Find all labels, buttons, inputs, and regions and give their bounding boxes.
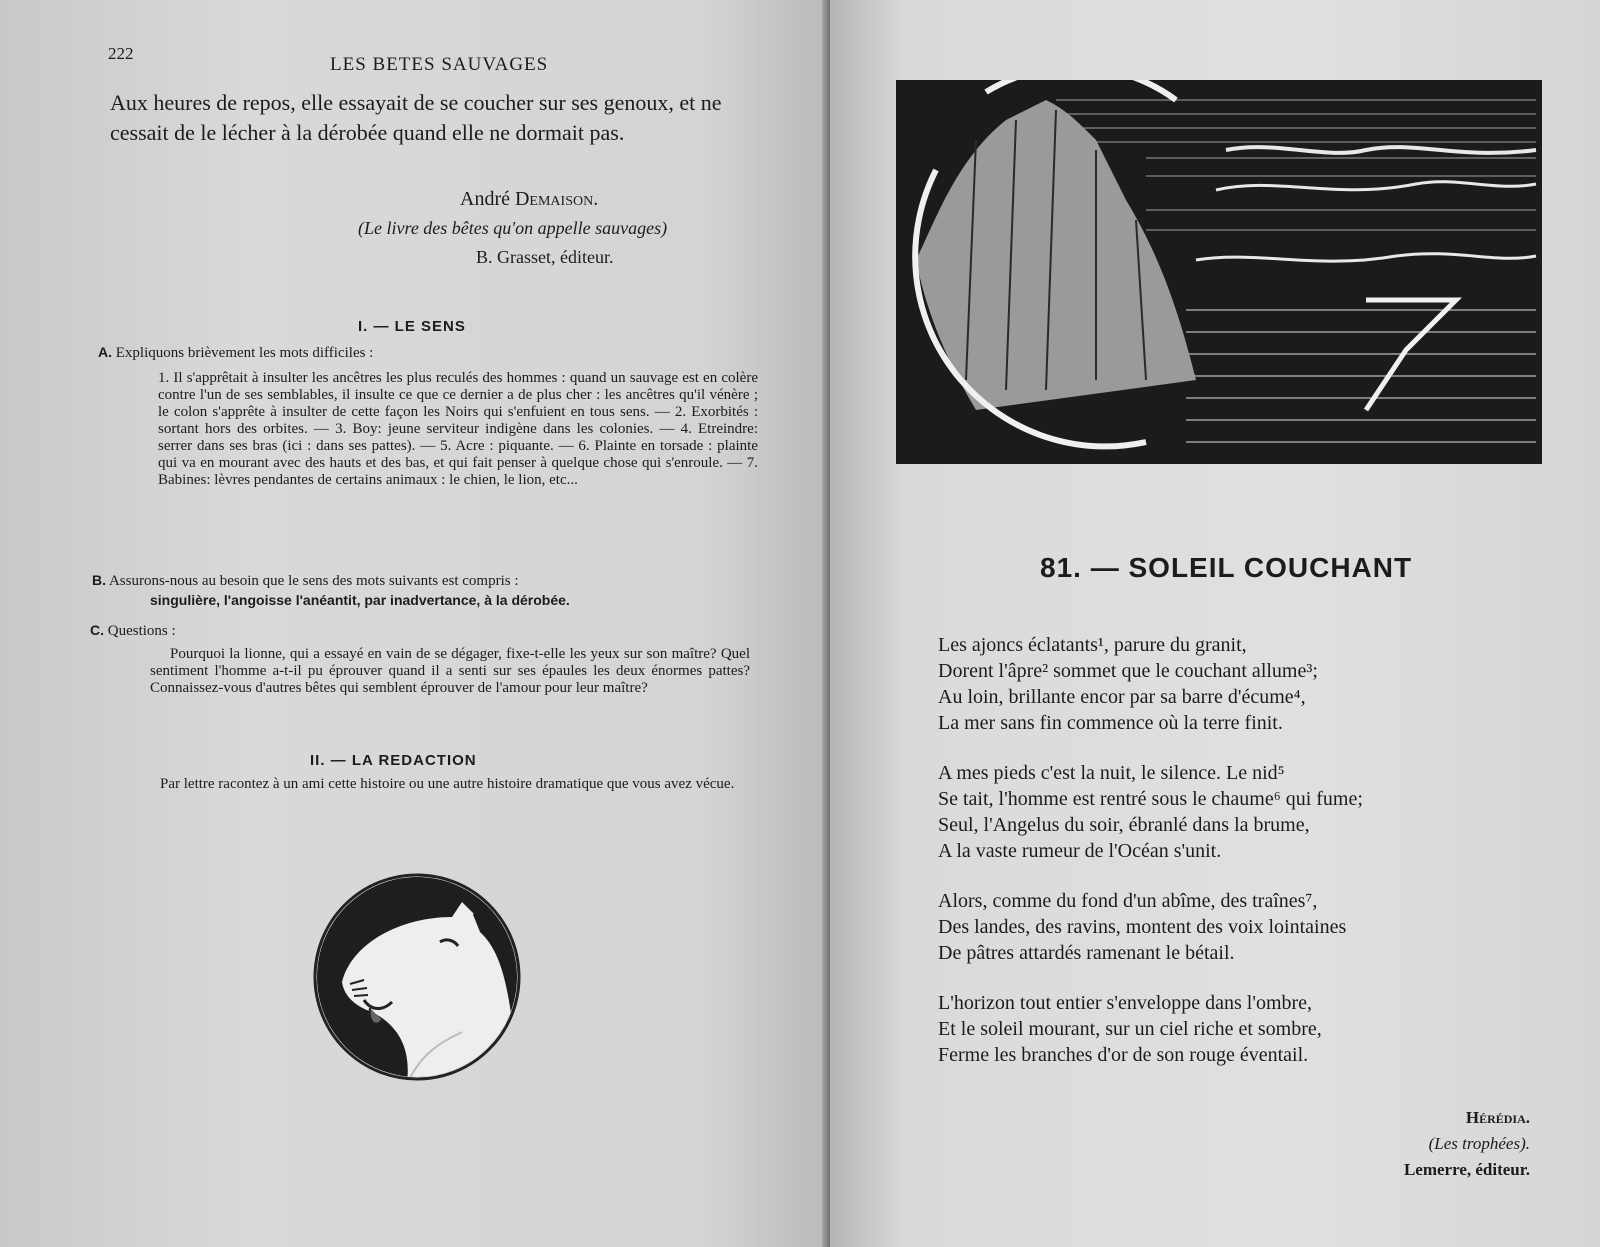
page-number: 222 (108, 44, 134, 63)
section-heading-redaction: II. — LA REDACTION (310, 752, 477, 769)
part-a-body: 1. Il s'apprêtait à insulter les ancêtres les plus reculés des hommes : quand un sauvage est en colère contre l'un de ses semblables, il insulte ce que ce dernier a de plus cher : les ancêtres qu'il vénère ; le colon s'apprête à insulter de cette façon les Noirs qui s'enfuient en tous sens. — 2. Exorbités : sortant hors des orbites. — 3. Boy: jeune serviteur indigène dans les colonies. — 4. Etreindre: serrer dans ses bras (ici : dans ses pattes). — 5. Acre : piquante. — 6. Plainte en torsade : plainte qui va en mourant avec des hauts et des bas, et qui fait penser à quelque chose qui s'enroule. — 7. Babines: lèvres pendantes de certains animaux : le chien, le lion, etc... (158, 370, 758, 488)
poem-line: De pâtres attardés ramenant le bétail. (938, 942, 1235, 964)
attribution-author (460, 188, 598, 211)
attribution-source: (Le livre des bêtes qu'on appelle sauvages) (358, 218, 668, 238)
poem-line: Ferme les branches d'or de son rouge éventail. (938, 1044, 1309, 1066)
part-b-intro (92, 572, 752, 590)
poem-line: Se tait, l'homme est rentré sous le chaume⁶ qui fume; (938, 788, 1363, 810)
author-last-name: Demaison. (514, 188, 599, 210)
poem-stanza (938, 760, 1363, 864)
poem-line: Au loin, brillante encor par sa barre d'écume⁴, (938, 686, 1306, 708)
running-head: LES BETES SAUVAGES (330, 54, 549, 75)
redaction-body: Par lettre racontez à un ami cette histoire ou une autre histoire dramatique que vous avez vécue. (160, 776, 735, 792)
part-c-intro (90, 622, 176, 640)
part-c-questions: Pourquoi la lionne, qui a essayé en vain de se dégager, fixe-t-elle les yeux sur son maître? Quel sentiment l'homme a-t-il pu éprouver quand il a senti sur ses épaules les deux énormes pattes? Connaissez-vous d'autres bêtes qui semblent éprouver de l'amour pour leur maître? (150, 646, 750, 696)
poem-line: Dorent l'âpre² sommet que le couchant allume³; (938, 660, 1318, 682)
poem-line: Les ajoncs éclatants¹, parure du granit, (938, 634, 1247, 656)
poem-stanza (938, 990, 1363, 1068)
section-heading-sens: I. — LE SENS (358, 318, 466, 335)
poem-source: (Les trophées). (1428, 1134, 1530, 1153)
poem-line: Des landes, des ravins, montent des voix lointaines (938, 916, 1347, 938)
attribution-publisher: B. Grasset, éditeur. (476, 247, 614, 267)
part-a-label: A. (98, 344, 112, 360)
part-b-terms: singulière, l'angoisse l'anéantit, par inadvertance, à la dérobée. (150, 592, 570, 608)
poem-stanza (938, 888, 1363, 966)
poem-line: Et le soleil mourant, sur un ciel riche et sombre, (938, 1018, 1322, 1040)
part-a-intro-text: Expliquons brièvement les mots difficiles : (115, 345, 374, 361)
poem-body (938, 632, 1363, 1092)
author-first-name: André (460, 188, 510, 210)
part-c-label: C. (90, 622, 104, 638)
intro-paragraph: Aux heures de repos, elle essayait de se coucher sur ses genoux, et ne cessait de le lécher à la dérobée quand elle ne dormait pas. (110, 90, 722, 145)
poem-publisher: Lemerre, éditeur. (1403, 1160, 1530, 1179)
poem-title: 81. — SOLEIL COUCHANT (1040, 552, 1413, 583)
poem-line: La mer sans fin commence où la terre finit. (938, 712, 1283, 734)
part-b-intro-text: Assurons-nous au besoin que le sens des mots suivants est compris : (108, 573, 519, 589)
poem-author: Hérédia. (1465, 1108, 1530, 1127)
lioness-illustration (312, 872, 522, 1082)
part-b-label: B. (92, 572, 106, 588)
poem-line: Seul, l'Angelus du soir, ébranlé dans la brume, (938, 814, 1310, 836)
part-c-intro-text: Questions : (107, 623, 176, 639)
poem-line: A la vaste rumeur de l'Océan s'unit. (938, 840, 1222, 862)
seascape-cliff-illustration (896, 80, 1542, 464)
poem-line: A mes pieds c'est la nuit, le silence. Le nid⁵ (938, 762, 1285, 784)
poem-line: Alors, comme du fond d'un abîme, des traînes⁷, (938, 890, 1318, 912)
poem-line: L'horizon tout entier s'enveloppe dans l'ombre, (938, 992, 1313, 1014)
poem-stanza (938, 632, 1363, 736)
part-a-intro (98, 344, 373, 362)
